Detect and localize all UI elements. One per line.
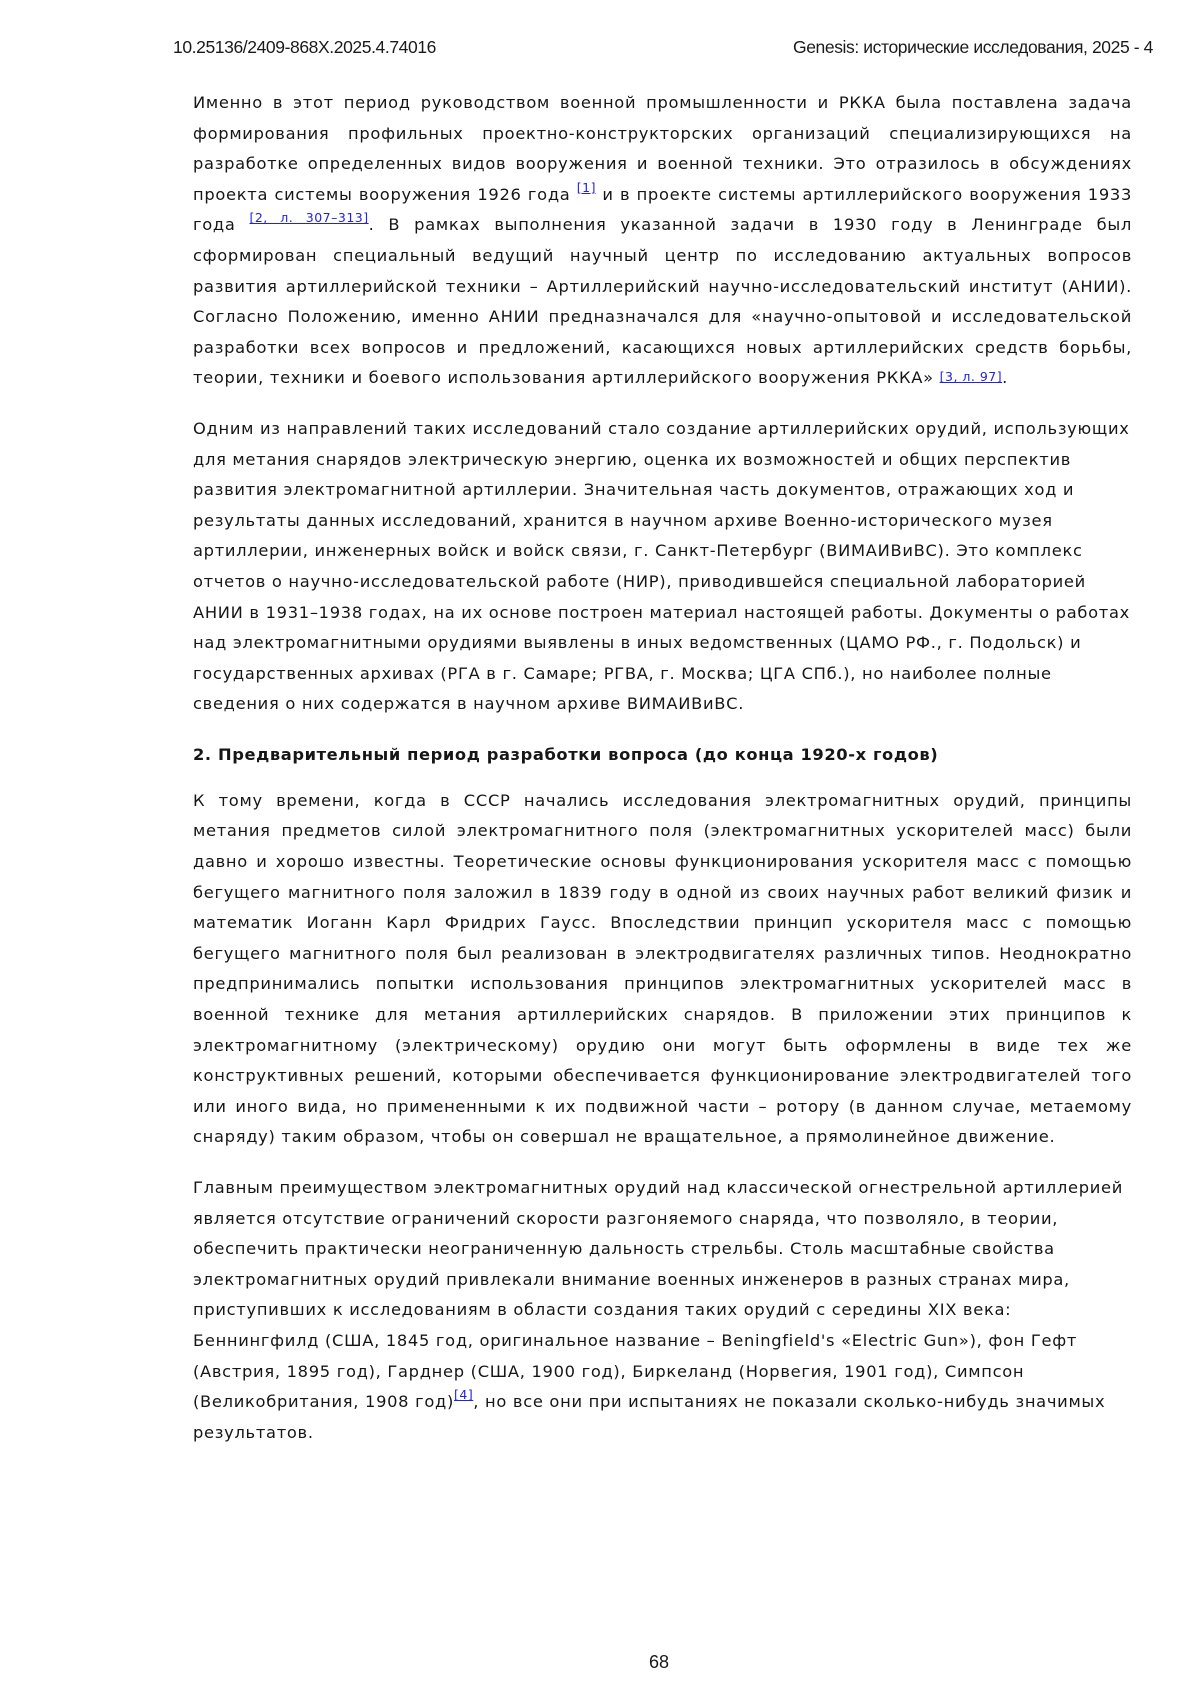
citation-link-1[interactable]: [1]	[576, 179, 597, 195]
section-heading: 2. Предварительный период разработки вопроса (до конца 1920-х годов)	[193, 744, 939, 764]
paragraph-advantages	[193, 1173, 1132, 1448]
paragraph-text: и в проекте системы артиллерийского вооружения 1933 года	[193, 184, 1132, 235]
running-header	[173, 37, 1153, 61]
paragraph-text: , но все они при испытаниях не показали сколько-нибудь значимых результатов.	[193, 1392, 1106, 1442]
journal-title: Genesis: исторические исследования, 2025 - 4	[792, 37, 1153, 57]
paragraph-research-directions: Одним из направлений таких исследований стало создание артиллерийских орудий, использующих для метания снарядов электрическую энергию, оценка их возможностей и общих перспектив развития электромагнитной артиллерии. Значительная часть документов, отражающих ход и результаты данных исследований, хранится в научном архиве Военно-исторического музея артиллерии, инженерных войск и войск связи, г. Санкт-Петербург (ВИМАИВиВС). Это комплекс отчетов о научно-исследовательской работе (НИР), приводившейся специальной лабораторией АНИИ в 1931–1938 годах, на их основе построен материал настоящей работы. Документы о работах над электромагнитными орудиями выявлены в иных ведомственных (ЦАМО РФ., г. Подольск) и государственных архивах (РГА в г. Самаре; РГВА, г. Москва; ЦГА СПб.), но наиболее полные сведения о них содержатся в научном архиве ВИМАИВиВС.	[193, 418, 1130, 714]
paragraph-text: .	[1002, 368, 1009, 388]
doi-text: 10.25136/2409-868X.2025.4.74016	[173, 37, 436, 57]
page-number: 68	[648, 1652, 670, 1672]
paragraph-preliminary-period: К тому времени, когда в СССР начались исследования электромагнитных орудий, принципы метания предметов силой электромагнитного поля (электромагнитных ускорителей масс) были давно и хорошо известны. Теоретические основы функционирования ускорителя масс с помощью бегущего магнитного поля заложил в 1839 году в одной из своих научных работ великий физик и математик Иоганн Карл Фридрих Гаусс. Впоследствии принцип ускорителя масс с помощью бегущего магнитного поля был реализован в электродвигателях различных типов. Неоднократно предпринимались попытки использования принципов электромагнитных ускорителей масс в военной технике для метания артиллерийских снарядов. В приложении этих принципов к электромагнитному (электрическому) орудию они могут быть оформлены в виде тех же конструктивных решений, которыми обеспечивается функционирование электродвигателей того или иного вида, но примененными к их подвижной части – ротору (в данном случае, метаемому снаряду) таким образом, чтобы он совершал не вращательное, а прямолинейное движение.	[193, 790, 1132, 1147]
paragraph-military-industry	[193, 88, 1132, 394]
paragraph-text: Именно в этот период руководством военной промышленности и РККА была поставлена задача формирования профильных проектно-конструкторских организаций специализирующихся на разработке определенных видов вооружения и военной техники. Это отразилось в обсуждениях проекта системы вооружения 1926 года	[193, 93, 1132, 204]
citation-link-4[interactable]: [4]	[454, 1387, 474, 1403]
paragraph-text: Главным преимуществом электромагнитных орудий над классической огнестрельной артиллерией является отсутствие ограничений скорости разгоняемого снаряда, что позволяло, в теории, обеспечить практически неограниченную дальность стрельбы. Столь масштабные свойства электромагнитных орудий привлекали внимание военных инженеров в разных странах мира, приступивших к исследованиям в области создания таких орудий с середины XIX века: Беннингфилд (США, 1845 год, оригинальное название – Beningfield's «Electric Gun»), фон Гефт (Австрия, 1895 год), Гарднер (США, 1900 год), Биркеланд (Норвегия, 1901 год), Симпсон (Великобритания, 1908 год)	[193, 1178, 1124, 1412]
citation-link-3[interactable]: [3, л. 97]	[939, 369, 1003, 385]
paragraph-text: . В рамках выполнения указанной задачи в 1930 году в Ленинграде был сформирован специальный ведущий научный центр по исследованию актуальных вопросов развития артиллерийской техники – Артиллерийский научно-исследовательский институт (АНИИ). Согласно Положению, именно АНИИ предназначался для «научно-опытовой и исследовательской разработки всех вопросов и предложений, касающихся новых артиллерийских средств борьбы, теории, техники и боевого использования артиллерийского вооружения РККА»	[193, 215, 1132, 388]
article-body	[193, 88, 1132, 1468]
citation-link-2[interactable]: [2, л. 307–313]	[249, 210, 369, 226]
